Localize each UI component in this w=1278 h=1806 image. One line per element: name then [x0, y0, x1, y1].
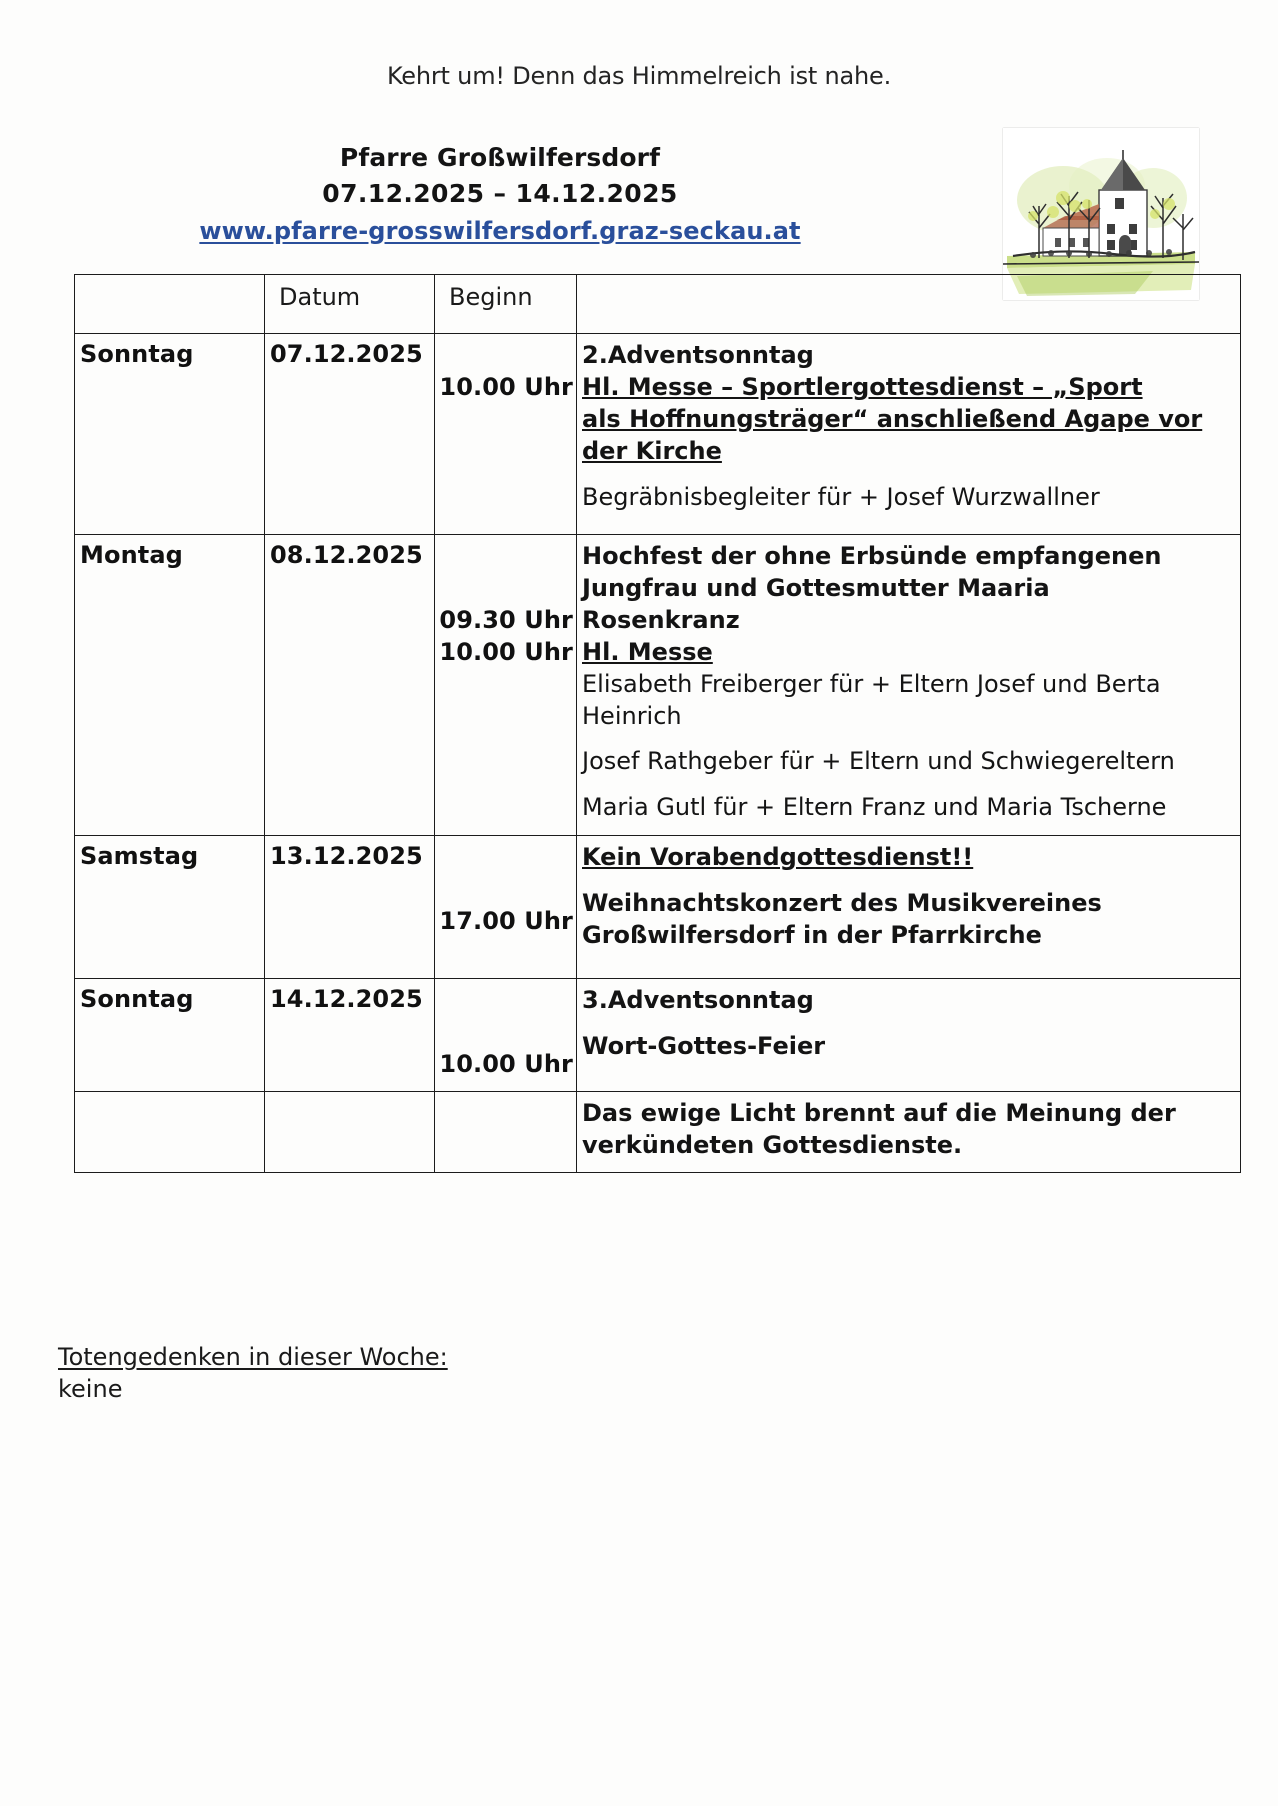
parish-header-block [0, 140, 1000, 249]
info-line: als Hoffnungsträger“ anschließend Agape vor [582, 404, 1203, 433]
table-row [75, 334, 1241, 535]
memorial-value: keine [58, 1375, 123, 1404]
table-row [75, 979, 1241, 1092]
time-label: 17.00 Uhr [439, 906, 573, 935]
column-header-date: Datum [279, 283, 361, 311]
info-line: Das ewige Licht brennt auf die Meinung der [582, 1098, 1176, 1127]
info-line: Jungfrau und Gottesmutter Maaria [582, 573, 1050, 602]
cell-time [435, 535, 577, 836]
cell-info [577, 535, 1241, 836]
info-line: Rosenkranz [582, 605, 740, 634]
info-line: Heinrich [582, 701, 682, 730]
cell-info [577, 1091, 1241, 1172]
cell-time [435, 334, 577, 535]
info-line: 3.Adventsonntag [582, 986, 814, 1014]
cell-time [435, 979, 577, 1092]
info-line: 2.Adventsonntag [582, 341, 814, 369]
cell-day [75, 535, 265, 836]
cell-date [265, 1091, 435, 1172]
column-header-day [75, 275, 264, 291]
date-label: 08.12.2025 [270, 541, 423, 569]
info-line: Wort-Gottes-Feier [582, 1031, 826, 1060]
memorial-title: Totengedenken in dieser Woche: [58, 1343, 448, 1371]
day-label: Montag [80, 541, 183, 569]
cell-day [75, 979, 265, 1092]
memorial-footer [58, 1342, 958, 1406]
date-label: 07.12.2025 [270, 340, 423, 368]
cell-time [435, 1091, 577, 1172]
table-header-row [75, 275, 1241, 334]
table-row [75, 1091, 1241, 1172]
cell-info [577, 836, 1241, 979]
info-line: der Kirche [582, 436, 722, 465]
info-line: Begräbnisbegleiter für + Josef Wurzwallner [582, 482, 1100, 511]
line-spacer [582, 874, 1236, 888]
info-line: Hochfest der ohne Erbsünde empfangenen [582, 542, 1162, 570]
parish-website-link[interactable]: www.pfarre-grosswilfersdorf.graz-seckau.at [199, 216, 801, 245]
table-row [75, 535, 1241, 836]
column-header-time: Beginn [449, 283, 533, 311]
info-line: Weihnachtskonzert des Musikvereines [582, 888, 1102, 917]
info-line: Maria Gutl für + Eltern Franz und Maria Tscherne [582, 793, 1167, 822]
date-label [265, 1092, 434, 1108]
date-label: 14.12.2025 [270, 985, 423, 1013]
time-label: 10.00 Uhr [439, 372, 573, 401]
scripture-verse: Kehrt um! Denn das Himmelreich ist nahe. [386, 62, 892, 90]
day-label: Sonntag [80, 985, 194, 1013]
info-line: Großwilfersdorf in der Pfarrkirche [582, 920, 1042, 949]
info-line: verkündeten Gottesdienste. [582, 1130, 963, 1159]
day-label [75, 1092, 264, 1108]
cell-time [435, 836, 577, 979]
table-row [75, 836, 1241, 979]
date-range: 07.12.2025 – 14.12.2025 [322, 179, 678, 209]
cell-date [265, 535, 435, 836]
service-schedule-table [74, 274, 1241, 1173]
cell-day [75, 1091, 265, 1172]
time-label: 10.00 Uhr [439, 1049, 573, 1078]
line-spacer [582, 732, 1236, 746]
cell-info [577, 979, 1241, 1092]
line-spacer [582, 1017, 1236, 1031]
cell-date [265, 334, 435, 535]
cell-date [265, 836, 435, 979]
cell-info [577, 334, 1241, 535]
info-line: Hl. Messe – Sportlergottesdienst – „Sport [582, 372, 1143, 401]
column-header-info [577, 275, 1240, 291]
info-line: Hl. Messe [582, 637, 713, 666]
cell-date [265, 979, 435, 1092]
time-label: 09.30 Uhr [439, 605, 573, 634]
info-line: Josef Rathgeber für + Eltern und Schwiegereltern [582, 747, 1175, 776]
day-label: Sonntag [80, 340, 194, 368]
cell-day [75, 334, 265, 535]
parish-name: Pfarre Großwilfersdorf [339, 143, 661, 172]
date-label: 13.12.2025 [270, 842, 423, 870]
info-line: Elisabeth Freiberger für + Eltern Josef und Berta [582, 669, 1161, 698]
line-spacer [582, 468, 1236, 482]
line-spacer [582, 778, 1236, 792]
day-label: Samstag [80, 842, 199, 870]
cell-day [75, 836, 265, 979]
time-label: 10.00 Uhr [439, 637, 573, 666]
info-line: Kein Vorabendgottesdienst!! [582, 843, 974, 871]
